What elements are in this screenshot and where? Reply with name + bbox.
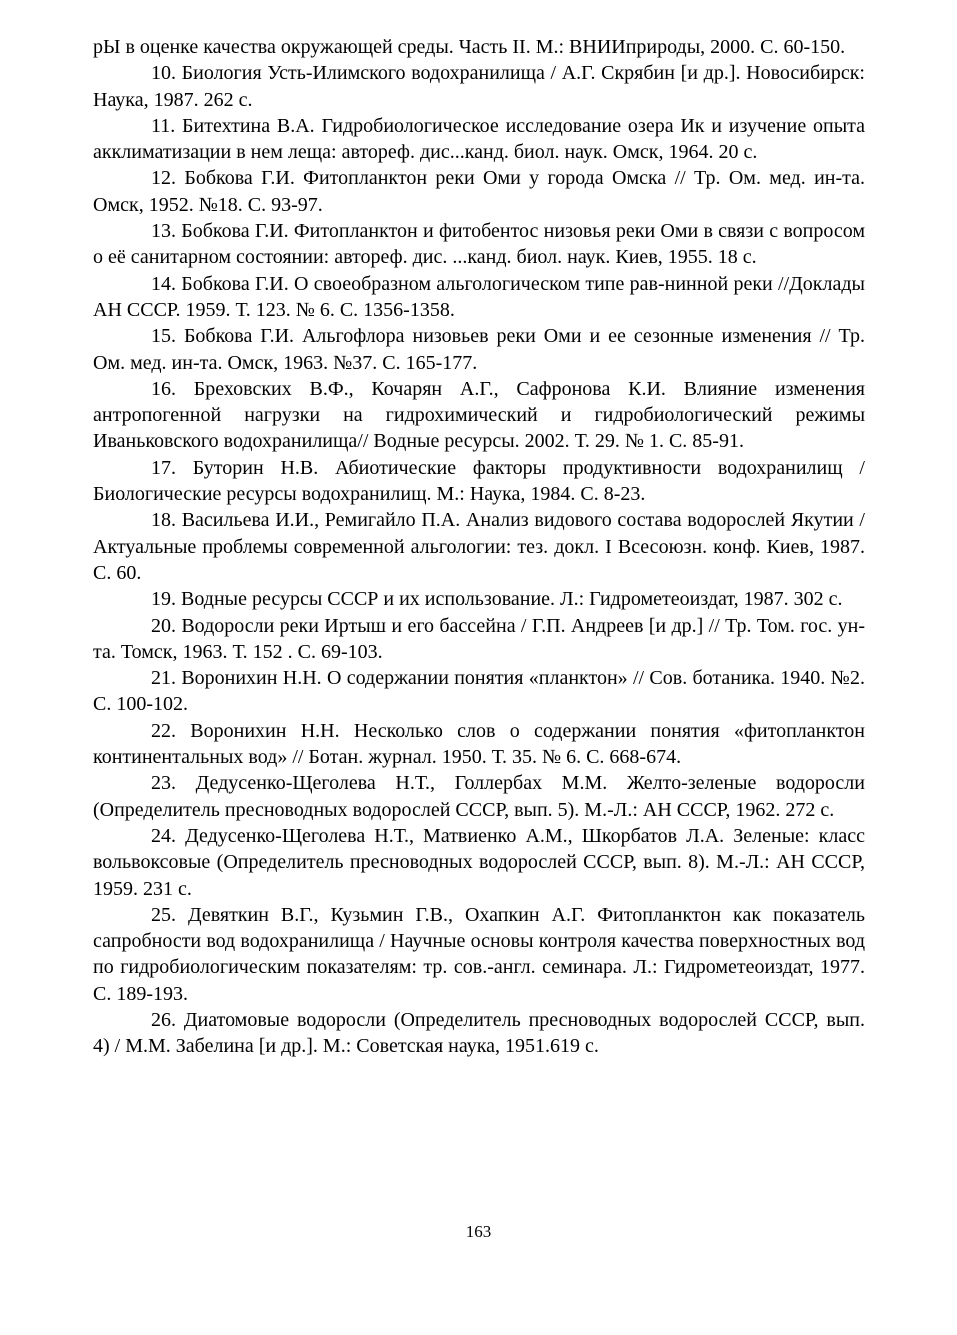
reference-entry-24: 24. Дедусенко-Щеголева Н.Т., Матвиенко А.М., Шкорбатов Л.А. Зеленые: класс вольвоксовые (Определитель пресноводных водорослей СССР, вып. 8). М.-Л.: АН СССР, 1959. 231 с. [93, 824, 865, 900]
reference-entry-continued: рЫ в оценке качества окружающей среды. Часть II. М.: ВНИИприроды, 2000. С. 60-150. [93, 36, 846, 58]
reference-entry-20: 20. Водоросли реки Иртыш и его бассейна / Г.П. Андреев [и др.] // Тр. Том. гос. ун-та. Томск, 1963. Т. 152 . С. 69-103. [93, 614, 865, 663]
reference-entry-16: 16. Бреховских В.Ф., Кочарян А.Г., Сафронова К.И. Влияние изменения антропогенной нагрузки на гидрохимический и гидробиологический режимы Иваньковского водохранилища// Водные ресурсы. 2002. Т. 29. № 1. С. 85-91. [93, 377, 865, 453]
reference-entry-13: 13. Бобкова Г.И. Фитопланктон и фитобентос низовья реки Оми в связи с вопросом о её санитарном состоянии: автореф. дис. ...канд. биол. наук. Киев, 1955. 18 с. [93, 220, 865, 269]
reference-entry-21: 21. Воронихин Н.Н. О содержании понятия «планктон» // Сов. ботаника. 1940. №2. С. 100-102. [93, 667, 865, 716]
reference-entry-22: 22. Воронихин Н.Н. Несколько слов о содержании понятия «фитопланктон континентальных вод» // Ботан. журнал. 1950. Т. 35. № 6. С. 668-674. [93, 719, 865, 769]
reference-entry-23: 23. Дедусенко-Щеголева Н.Т., Голлербах М.М. Желто-зеленые водоросли (Определитель пресноводных водорослей СССР, вып. 5). М.-Л.: АН СССР, 1962. 272 с. [93, 772, 865, 821]
reference-entry-18: 18. Васильева И.И., Ремигайло П.А. Анализ видового состава водорослей Якутии / Актуальные проблемы современной альгологии: тез. докл. I Всесоюзн. конф. Киев, 1987. С. 60. [93, 509, 865, 584]
reference-entry-19: 19. Водные ресурсы СССР и их использование. Л.: Гидрометеоиздат, 1987. 302 с. [151, 588, 843, 611]
reference-entry-25: 25. Девяткин В.Г., Кузьмин Г.В., Охапкин А.Г. Фитопланктон как показатель сапробности вод водохранилища / Научные основы контроля качества поверхностных вод по гидробиологическим показателям: тр. сов.-англ. семинара. Л.: Гидрометеоиздат, 1977. С. 189-193. [93, 903, 865, 1005]
reference-entry-17: 17. Буторин Н.В. Абиотические факторы продуктивности водохранилищ / Биологические ресурсы водохранилищ. М.: Наука, 1984. С. 8-23. [93, 456, 865, 506]
reference-entry-12: 12. Бобкова Г.И. Фитопланктон реки Оми у города Омска // Тр. Ом. мед. ин-та. Омск, 1952. №18. С. 93-97. [93, 167, 865, 216]
reference-entry-26: 26. Диатомовые водоросли (Определитель пресноводных водорослей СССР, вып. 4) / М.М. Забелина [и др.]. М.: Советская наука, 1951.619 с. [93, 1008, 865, 1058]
reference-entry-11: 11. Битехтина В.А. Гидробиологическое исследование озера Ик и изучение опыта акклиматизации в нем леща: автореф. дис...канд. биол. наук. Омск, 1964. 20 с. [93, 114, 865, 164]
reference-entry-14: 14. Бобкова Г.И. О своеобразном альгологическом типе рав-нинной реки //Доклады АН СССР. 1959. Т. 123. № 6. С. 1356-1358. [93, 272, 865, 321]
page-number: 163 [465, 1222, 492, 1241]
reference-entry-15: 15. Бобкова Г.И. Альгофлора низовьев реки Оми и ее сезонные изменения // Тр. Ом. мед. ин-та. Омск, 1963. №37. С. 165-177. [93, 325, 865, 374]
reference-list [93, 34, 865, 1060]
reference-entry-10: 10. Биология Усть-Илимского водохранилища / А.Г. Скрябин [и др.]. Новосибирск: Наука, 1987. 262 с. [93, 62, 865, 111]
